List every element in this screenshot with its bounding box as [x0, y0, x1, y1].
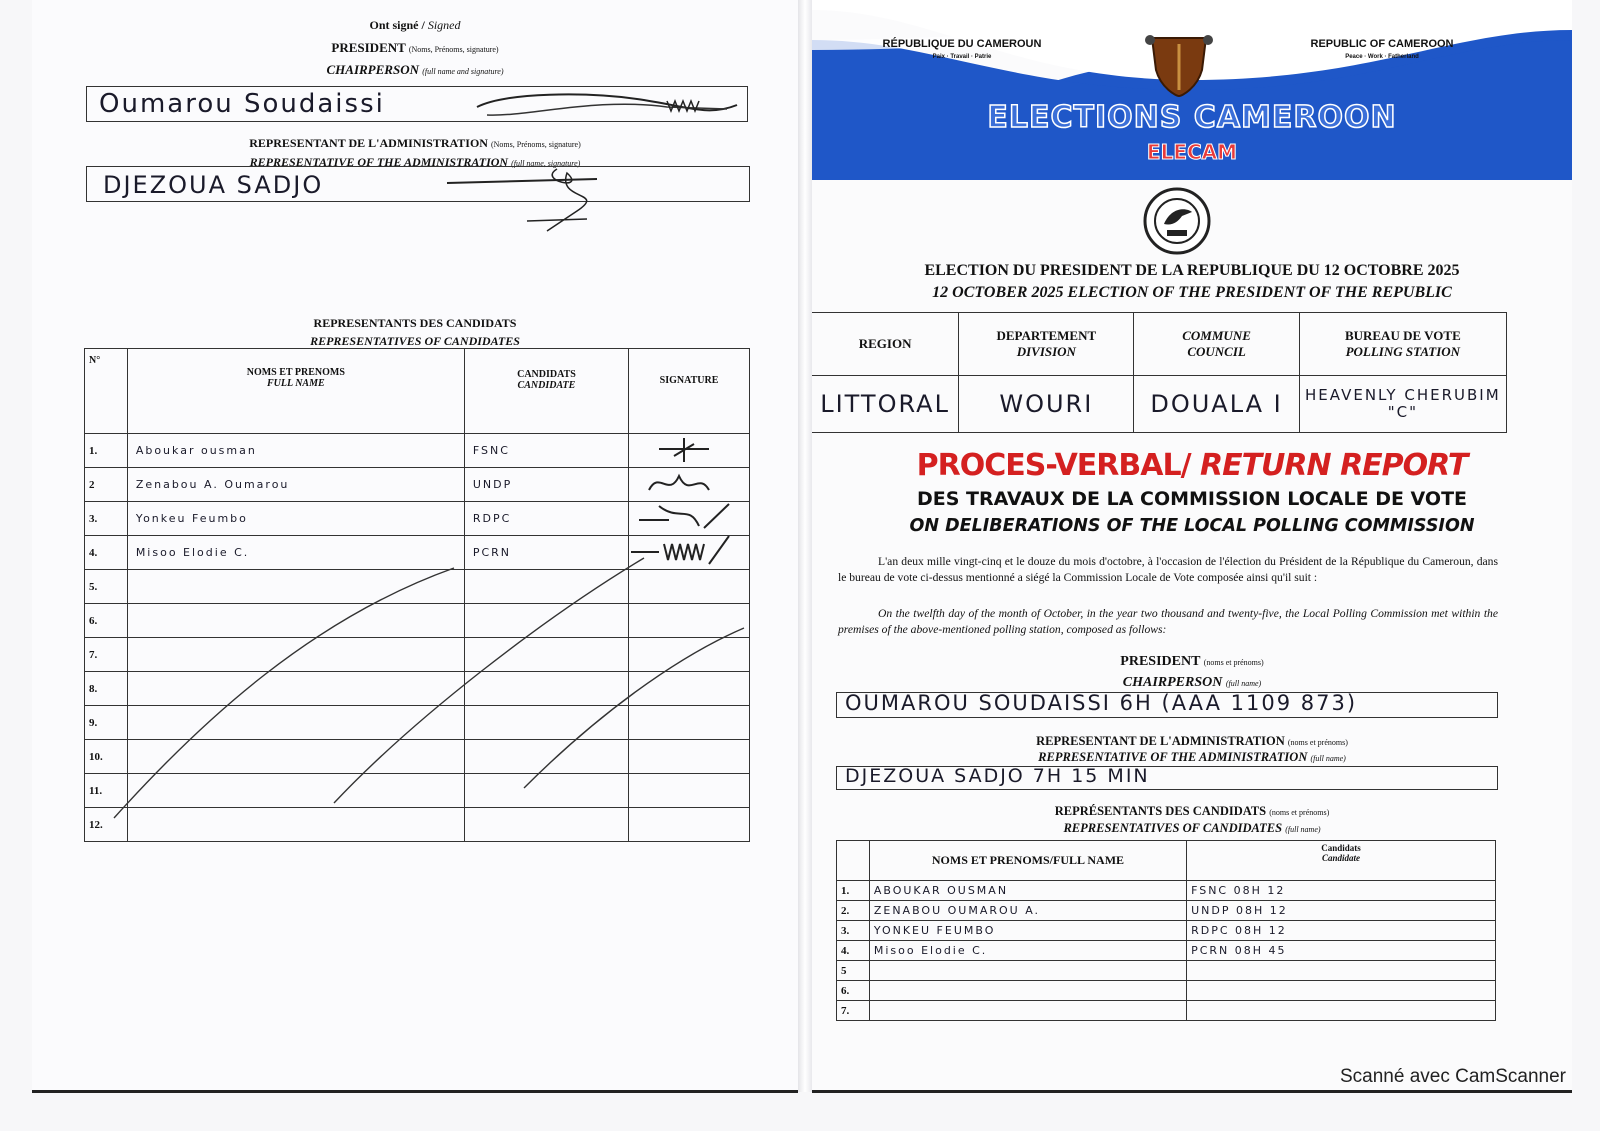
row-candidate: RDPC 08H 12: [1187, 921, 1496, 941]
report-title: [812, 448, 1572, 483]
row-candidate: UNDP 08H 12: [1187, 901, 1496, 921]
admin-field: [86, 166, 750, 202]
right-admin-label-en: REPRESENTATIVE OF THE ADMINISTRATION: [1038, 750, 1308, 764]
president-value: Oumarou Soudaissi: [99, 89, 385, 119]
row-candidate: FSNC 08H 12: [1187, 881, 1496, 901]
coat-of-arms-icon: [1142, 30, 1216, 100]
right-admin-note-fr: (noms et prénoms): [1287, 738, 1348, 747]
report-title-fr: PROCES-VERBAL/: [916, 448, 1200, 483]
row-candidate: [1187, 961, 1496, 981]
row-name: [869, 961, 1186, 981]
row-no: 11.: [85, 774, 128, 808]
table-row: [837, 981, 1496, 1001]
org-name: ELECTIONS CAMEROON: [987, 100, 1397, 135]
right-table-header-row: [837, 841, 1496, 881]
right-admin-heading-en: [812, 750, 1572, 765]
col-names-en: FULL NAME: [266, 378, 325, 389]
row-signature: [629, 434, 750, 468]
col-signature: SIGNATURE: [629, 349, 750, 434]
right-page: [812, 0, 1572, 1093]
commune-value: DOUALA I: [1134, 376, 1299, 433]
row-no: 1.: [85, 434, 128, 468]
row-no: 7.: [85, 638, 128, 672]
table-row: [837, 941, 1496, 961]
candidates-title-fr: REPRESENTANTS DES CANDIDATS: [313, 316, 517, 330]
col-candidate-en: CANDIDATE: [517, 380, 576, 391]
col-names: [127, 349, 464, 434]
col-region: REGION: [812, 313, 959, 376]
subtitle-en: ON DELIBERATIONS OF THE LOCAL POLLING COMMISSION: [909, 516, 1475, 536]
right-president-field: [836, 692, 1498, 718]
right-chairperson-label: CHAIRPERSON: [1122, 675, 1223, 690]
row-no: 5.: [85, 570, 128, 604]
president-note: (Noms, Prénoms, signature): [408, 45, 499, 54]
election-title-en: 12 OCTOBER 2025 ELECTION OF THE PRESIDENT OF THE REPUBLIC: [932, 284, 1452, 301]
election-title-fr: ELECTION DU PRESIDENT DE LA REPUBLIQUE DU 12 OCTOBRE 2025: [924, 262, 1460, 279]
col-candidate-fr: CANDIDATS: [517, 369, 576, 380]
left-page: [32, 0, 798, 1093]
row-no: 4.: [837, 941, 870, 961]
table-row: [837, 881, 1496, 901]
elecam-banner: [812, 0, 1572, 180]
elecam-seal-icon: [1142, 186, 1212, 256]
row-candidate: PCRN 08H 45: [1187, 941, 1496, 961]
right-candidates-heading-fr: [812, 804, 1572, 819]
row-name: Misoo Elodie C.: [869, 941, 1186, 961]
chairperson-heading: [32, 62, 798, 78]
col-candidate: [464, 349, 628, 434]
row-name: ZENABOU OUMAROU A.: [869, 901, 1186, 921]
row-no: 5: [837, 961, 870, 981]
row-signature: [629, 502, 750, 536]
strike-lines: [84, 548, 750, 828]
president-signature: [467, 87, 747, 127]
right-col-no: [837, 841, 870, 881]
row-candidate: PCRN: [464, 536, 628, 570]
right-admin-label-fr: REPRESENTANT DE L'ADMINISTRATION: [1036, 734, 1285, 748]
right-col-names: NOMS ET PRENOMS/FULL NAME: [869, 841, 1186, 881]
department-value: WOURI: [959, 376, 1134, 433]
intro-fr: L'an deux mille vingt-cinq et le douze du mois d'octobre, à l'occasion de l'élection du Président de la République du Cameroun, dans le bureau de vote ci-dessus mentionné a siégé la Commission Locale de Vote composée ainsi qu'il suit :: [838, 555, 1498, 584]
row-no: 3.: [837, 921, 870, 941]
table-row: [837, 921, 1496, 941]
col-commune-en: COUNCIL: [1187, 344, 1246, 359]
row-candidate: RDPC: [464, 502, 628, 536]
table-header-row: [85, 349, 750, 434]
book-gutter: [798, 0, 812, 1092]
admin-label-fr: REPRESENTANT DE L'ADMINISTRATION: [249, 136, 488, 150]
row-name: [869, 981, 1186, 1001]
motto-fr: Paix · Travail · Patrie: [932, 54, 992, 60]
republic-fr: RÉPUBLIQUE DU CAMEROUN: [882, 38, 1042, 50]
republic-en: REPUBLIC OF CAMEROON: [1310, 38, 1454, 50]
col-department-fr: DEPARTEMENT: [996, 328, 1097, 343]
col-no: N°: [85, 349, 128, 434]
president-heading: [32, 40, 798, 56]
right-admin-note-en: (full name): [1310, 754, 1346, 763]
right-col-candidate-fr: Candidats: [1321, 843, 1361, 853]
right-candidates-table: [836, 840, 1496, 1021]
chairperson-note: (full name and signature): [422, 67, 504, 76]
admin-note-fr: (Noms, Prénoms, signature): [490, 140, 581, 149]
col-bureau-fr: BUREAU DE VOTE: [1344, 328, 1461, 343]
right-candidates-title-en: REPRESENTATIVES OF CANDIDATES: [1063, 821, 1283, 835]
table-row: [837, 961, 1496, 981]
row-name: Yonkeu Feumbo: [127, 502, 464, 536]
right-president-value: OUMAROU SOUDAISSI 6H (AAA 1109 873): [845, 691, 1358, 715]
right-admin-heading-fr: [812, 734, 1572, 749]
region-value: LITTORAL: [812, 376, 959, 433]
admin-value: DJEZOUA SADJO: [103, 171, 324, 199]
right-candidates-title-fr: REPRÉSENTANTS DES CANDIDATS: [1054, 804, 1267, 818]
row-name: YONKEU FEUMBO: [869, 921, 1186, 941]
col-commune: [1134, 313, 1299, 376]
right-admin-value: DJEZOUA SADJO 7H 15 MIN: [845, 765, 1150, 787]
signed-label-en: Signed: [427, 18, 461, 32]
right-candidates-heading-en: [812, 821, 1572, 836]
intro-en: On the twelfth day of the month of October, in the year two thousand and twenty-five, the Local Polling Commission met within the premises of the above-mentioned polling station, composed as follows:: [838, 607, 1498, 636]
right-col-candidate-en: Candidate: [1322, 853, 1361, 863]
row-no: 6.: [837, 981, 870, 1001]
right-candidates-note-en: (full name): [1285, 825, 1321, 834]
admin-signature: [437, 161, 637, 236]
row-candidate: [1187, 981, 1496, 1001]
right-president-heading: [812, 654, 1572, 670]
row-no: 3.: [85, 502, 128, 536]
col-commune-fr: COMMUNE: [1182, 328, 1251, 343]
candidates-title-en: REPRESENTATIVES OF CANDIDATES: [310, 334, 520, 348]
row-no: 9.: [85, 706, 128, 740]
row-no: 2.: [837, 901, 870, 921]
row-no: 4.: [85, 536, 128, 570]
row-name: Zenabou A. Oumarou: [127, 468, 464, 502]
row-candidate: [1187, 1001, 1496, 1021]
row-signature: [629, 468, 750, 502]
report-title-en: RETURN REPORT: [1200, 448, 1468, 483]
chairperson-label: CHAIRPERSON: [326, 62, 419, 77]
right-chairperson-note: (full name): [1225, 679, 1262, 688]
org-short: ELECAM: [1146, 140, 1238, 164]
president-label: PRESIDENT: [331, 40, 406, 55]
table-row: [837, 901, 1496, 921]
row-no: 2: [85, 468, 128, 502]
col-department-en: DIVISION: [1016, 344, 1076, 359]
right-chairperson-heading: [812, 675, 1572, 691]
table-row: [85, 502, 750, 536]
admin-note-en: (full name, signature): [511, 159, 581, 168]
camscanner-label: Scanné avec CamScanner: [1339, 1066, 1566, 1087]
table-row: [85, 434, 750, 468]
row-no: 1.: [837, 881, 870, 901]
location-value-row: [812, 376, 1507, 433]
row-no: 7.: [837, 1001, 870, 1021]
row-name: Misoo Elodie C.: [127, 536, 464, 570]
location-table: [812, 312, 1507, 433]
col-bureau: [1299, 313, 1506, 376]
right-president-note: (noms et prénoms): [1203, 658, 1264, 667]
table-row: [85, 468, 750, 502]
right-admin-field: [836, 766, 1498, 790]
right-col-candidate: [1187, 841, 1496, 881]
location-header-row: [812, 313, 1507, 376]
signed-label-fr: Ont signé /: [369, 18, 428, 32]
president-field: [86, 86, 748, 122]
row-name: ABOUKAR OUSMAN: [869, 881, 1186, 901]
admin-heading-fr: [32, 136, 798, 151]
row-candidate: FSNC: [464, 434, 628, 468]
row-no: 12.: [85, 808, 128, 842]
admin-label-en: REPRESENTATIVE OF THE ADMINISTRATION: [249, 155, 509, 169]
col-department: [959, 313, 1134, 376]
subtitle-fr: DES TRAVAUX DE LA COMMISSION LOCALE DE VOTE: [916, 488, 1468, 510]
row-no: 6.: [85, 604, 128, 638]
row-no: 10.: [85, 740, 128, 774]
col-bureau-en: POLLING STATION: [1345, 344, 1461, 359]
signed-heading: [32, 18, 798, 33]
row-name: [869, 1001, 1186, 1021]
right-president-label: PRESIDENT: [1120, 654, 1201, 669]
row-no: 8.: [85, 672, 128, 706]
motto-en: Peace · Work · Fatherland: [1345, 54, 1419, 60]
row-name: Aboukar ousman: [127, 434, 464, 468]
right-candidates-note-fr: (noms et prénoms): [1269, 808, 1330, 817]
col-names-fr: NOMS ET PRENOMS: [246, 367, 345, 378]
table-row: [837, 1001, 1496, 1021]
row-candidate: UNDP: [464, 468, 628, 502]
bureau-value: HEAVENLY CHERUBIM "C": [1299, 376, 1506, 433]
